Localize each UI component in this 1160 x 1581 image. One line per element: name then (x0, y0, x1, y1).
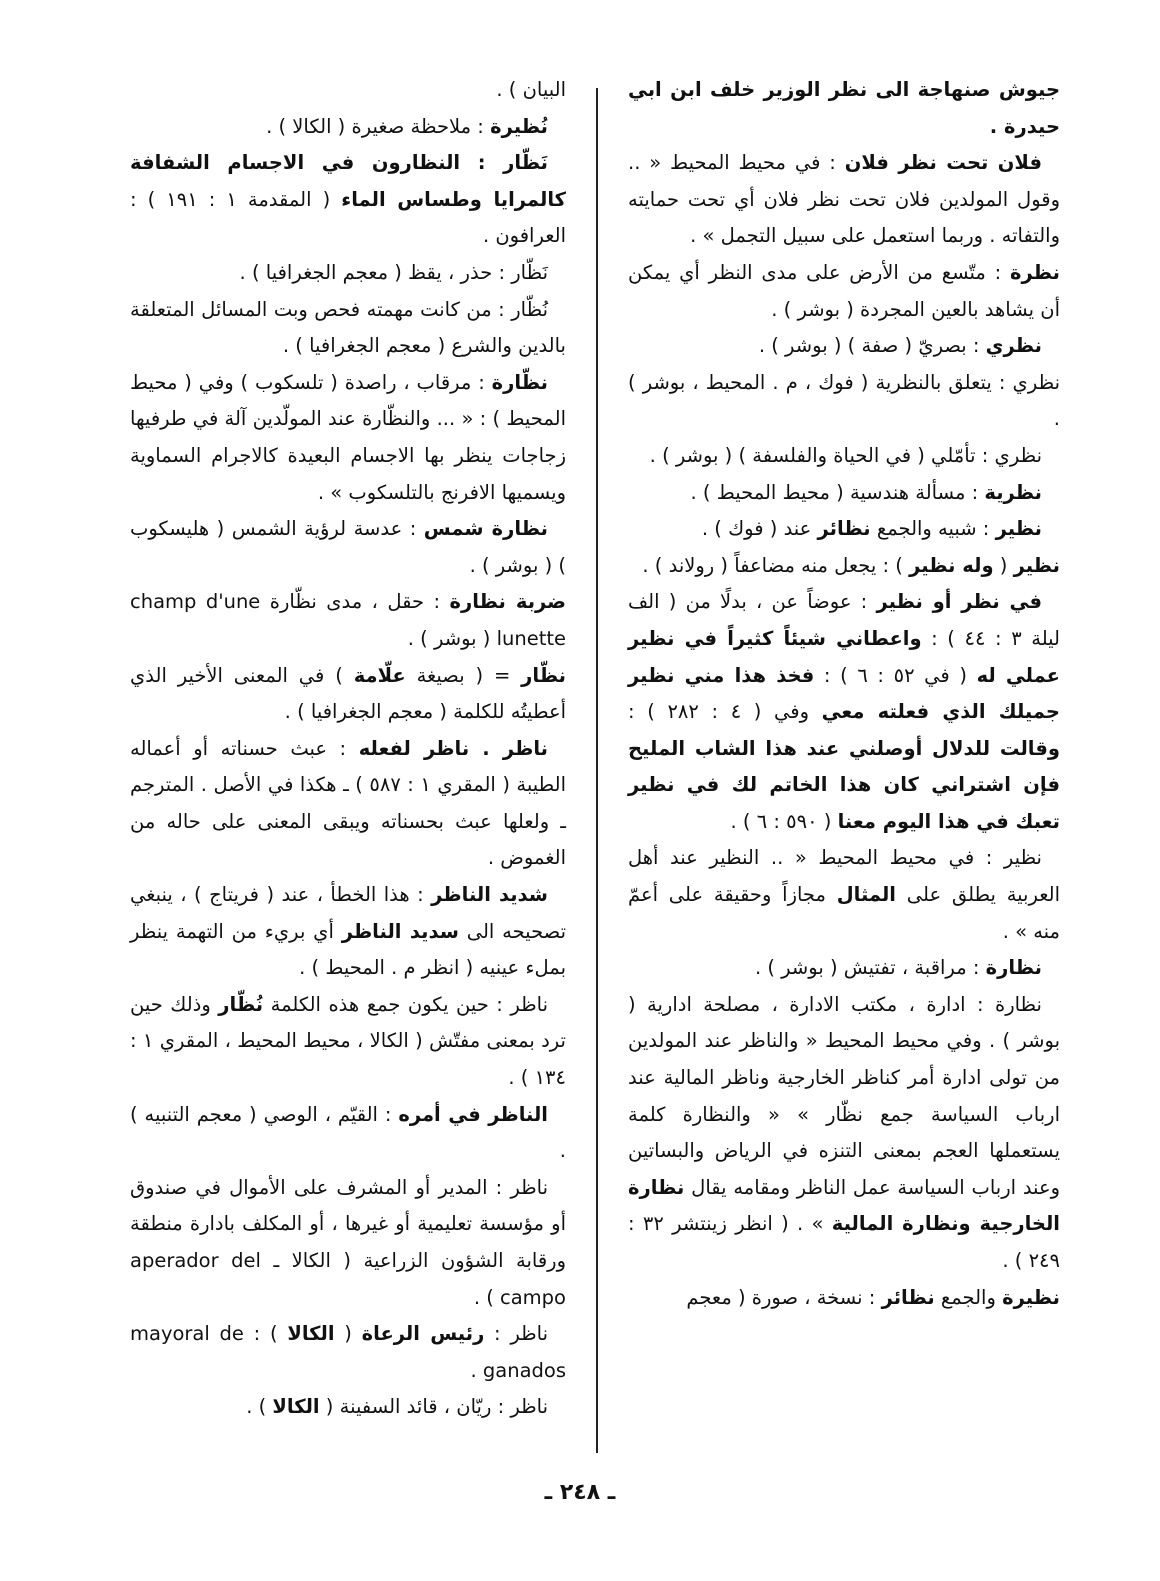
dictionary-entry: نظري : بصريّ ( صفة ) ( بوشر ) . (758, 334, 1042, 358)
dictionary-entry: نَظّار : النظارون في الاجسام الشفافة كالمرايا وطساس الماء ( المقدمة ١ : ١٩١ ) : العرافون . (130, 151, 566, 248)
dictionary-entry: نظرة : متّسع من الأرض على مدى النظر أي يمكن أن يشاهد بالعين المجردة ( بوشر ) . (628, 260, 1060, 321)
right-column (628, 72, 1060, 1316)
dictionary-entry: نُظيرة : ملاحظة صغيرة ( الكالا ) . (266, 114, 548, 138)
dictionary-entry: ناظر : حين يكون جمع هذه الكلمة نُظّار وذلك حين ترد بمعنى مفتّش ( الكالا ، محيط المحيط ، المقري ١ : ١٣٤ ) . (130, 992, 566, 1090)
page-number: ـ ٢٤٨ ـ (544, 1480, 616, 1505)
dictionary-entry: في نظر أو نظير : عوضاً عن ، بدلًا من ( الف ليلة ٣ : ٤٤ ) : واعطاني شيئاً كثيراً في نظير عملي له ( في ٥٢ : ٦ ) : فخذ هذا مني نظير جميلك الذي فعلته معي وفي ( ٤ : ٢٨٢ ) : وقالت للدلال أوصلني عند هذا الشاب المليح فإن اشتراني كان هذا الخاتم لك في نظير تعبك في هذا اليوم معنا ( ٥٩٠ : ٦ ) . (628, 590, 1061, 833)
dictionary-entry: شديد الناظر : هذا الخطأ ، عند ( فريتاج ) ، ينبغي تصحيحه الى سديد الناظر أي بريء من التهمة ينظر بملء عينيه ( انظر م . المحيط ) . (130, 883, 566, 980)
dictionary-entry: ناظر : رئيس الرعاة ( الكالا ) : mayoral de ganados . (130, 1322, 566, 1382)
dictionary-entry: نظارة شمس : عدسة لرؤية الشمس ( هليسكوب ) ( بوشر ) . (130, 517, 566, 577)
dictionary-entry: نظارة : مراقبة ، تفتيش ( بوشر ) . (754, 956, 1042, 980)
dictionary-entry: جيوش صنهاجة الى نظر الوزير خلف ابن ابي حيدرة . (628, 78, 1060, 138)
dictionary-entry: نظيرة والجمع نظائر : نسخة ، صورة ( معجم (686, 1285, 1060, 1309)
dictionary-entry: نُظّار : من كانت مهمته فحص وبت المسائل المتعلقة بالدين والشرع ( معجم الجغرافيا ) . (130, 297, 566, 358)
dictionary-entry: الناظر في أمره : القيّم ، الوصي ( معجم التنبيه ) . (130, 1102, 566, 1163)
dictionary-entry: نظّارة : مرقاب ، راصدة ( تلسكوب ) وفي ( محيط المحيط ) : « ... والنظّارة عند المولّدين آلة في طرفيها زجاجات ينظر بها الاجسام البعيدة كالاجرام السماوية ويسميها الافرنج بالتلسكوب » . (130, 370, 566, 504)
dictionary-entry: البيان ) . (496, 78, 566, 101)
dictionary-entry: نظير : شبيه والجمع نظائر عند ( فوك ) . (701, 517, 1042, 541)
dictionary-entry: نظير ( وله نظير ) : يجعل منه مضاعفاً ( رولاند ) . (642, 553, 1060, 577)
dictionary-entry: ضربة نظارة : حقل ، مدى نظّارة champ d'une lunette ( بوشر ) . (130, 590, 566, 650)
dictionary-entry: فلان تحت نظر فلان : في محيط المحيط « .. وقول المولدين فلان تحت نظر فلان أي تحت حمايته والتفاته . وربما استعمل على سبيل التجمل » . (628, 151, 1060, 248)
left-column (130, 72, 566, 1426)
dictionary-entry: ناظر : المدير أو المشرف على الأموال في صندوق أو مؤسسة تعليمية أو غيرها ، أو المكلف بادارة منطقة ورقابة الشؤون الزراعية ( الكالا ـ aperador del campo ) . (130, 1175, 566, 1309)
dictionary-entry: نظرية : مسألة هندسية ( محيط المحيط ) . (690, 480, 1042, 504)
dictionary-entry: نظّار = ( بصيغة علّامة ) في المعنى الأخير الذي أعطيتُه للكلمة ( معجم الجغرافيا ) . (130, 663, 567, 724)
dictionary-entry: نظير : في محيط المحيط « .. النظير عند أهل العربية يطلق على المثال مجازاً وحقيقة على أعمّ منه » . (628, 846, 1060, 943)
dictionary-entry: نَظّار : حذر ، يقظ ( معجم الجغرافيا ) . (239, 260, 548, 284)
dictionary-entry: ناظر : ريّان ، قائد السفينة ( الكالا ) . (246, 1395, 548, 1419)
column-divider (596, 88, 598, 1453)
dictionary-entry: ناظر . ناظر لفعله : عبث حسناته أو أعماله الطيبة ( المقري ١ : ٥٨٧ ) ـ هكذا في الأصل . المترجم ـ ولعلها عبث بحسناته ويبقى المعنى على حاله من الغموض . (130, 736, 566, 870)
dictionary-entry: نظارة : ادارة ، مكتب الادارة ، مصلحة ادارية ( بوشر ) . وفي محيط المحيط « والناظر عند المولدين من تولى ادارة أمر كناظر الخارجية وناظر المالية عند ارباب السياسة جمع نظّار » « والنظارة كلمة يستعملها العجم بمعنى التنزه في الرياض والبساتين وعند ارباب السياسة عمل الناظر ومقامه يقال نظارة الخارجية ونظارة المالية » . ( انظر زينتشر ٣٢ : ٢٤٩ ) . (628, 992, 1060, 1272)
dictionary-entry: نظري : يتعلق بالنظرية ( فوك ، م . المحيط ، بوشر ) . (628, 370, 1060, 431)
dictionary-entry: نظري : تأمّلي ( في الحياة والفلسفة ) ( بوشر ) . (649, 443, 1042, 467)
